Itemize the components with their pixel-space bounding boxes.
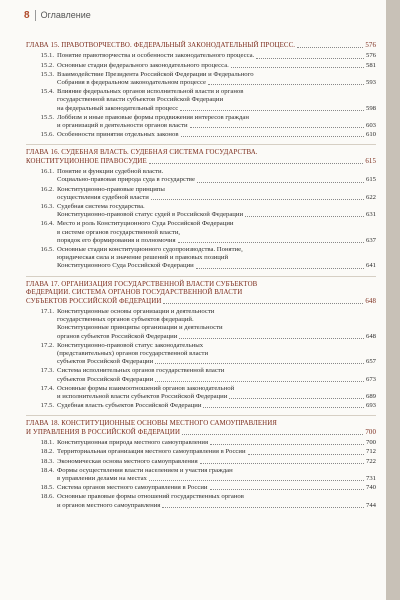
header-divider — [35, 10, 36, 21]
dot-leader — [245, 216, 364, 217]
section-page-number: 637 — [365, 236, 376, 244]
dot-leader — [210, 489, 364, 490]
section-number: 15.1. — [40, 52, 54, 60]
toc-entry[interactable] — [26, 385, 376, 401]
toc-chapter — [26, 415, 376, 512]
toc-chapter — [26, 40, 376, 142]
section-title-line: Особенности принятия отдельных законов — [57, 131, 179, 139]
toc-entry[interactable] — [26, 448, 376, 456]
section-title-line: юридическая сила и значение решений и правовых позиций — [57, 254, 229, 262]
toc-entry[interactable] — [26, 168, 376, 184]
section-title-line: Конституционные принципы организации и деятельности — [57, 324, 223, 332]
section-number: 18.3. — [40, 457, 54, 465]
toc-entry[interactable] — [26, 88, 376, 113]
dot-leader — [178, 242, 364, 243]
section-number: 18.4. — [40, 466, 54, 474]
chapter-page-number: 576 — [365, 42, 376, 49]
toc-entry[interactable] — [26, 203, 376, 219]
dot-leader — [203, 407, 364, 408]
dot-leader — [190, 127, 364, 128]
section-number: 17.5. — [40, 402, 54, 410]
section-title-line: Конституционные основы организации и деятельности — [57, 307, 215, 315]
dot-leader — [210, 444, 364, 445]
section-title-line: субъектов Российской Федерации — [57, 375, 154, 383]
dot-leader — [181, 136, 364, 137]
section-title-line: Основные формы взаимоотношений органов законодательной — [57, 384, 235, 392]
chapter-title-line: ГЛАВА 17. ОРГАНИЗАЦИЯ ГОСУДАРСТВЕННОЙ ВЛАСТИ СУБЪЕКТОВ — [26, 280, 258, 288]
section-number: 15.4. — [40, 88, 54, 96]
section-page-number: 615 — [365, 176, 376, 184]
dot-leader — [155, 381, 364, 382]
section-number: 18.1. — [40, 439, 54, 447]
section-page-number: 744 — [365, 501, 376, 509]
section-title-line: Конституционно-правовые принципы — [57, 185, 165, 193]
section-page-number: 740 — [365, 484, 376, 492]
dot-leader — [155, 363, 364, 364]
chapter-title-line: СУБЪЕКТОВ РОССИЙСКОЙ ФЕДЕРАЦИИ — [26, 297, 162, 305]
dot-leader — [162, 507, 364, 508]
section-title-line: Формы осуществления власти населением и участия граждан — [57, 466, 233, 474]
section-title-line: на федеральный законодательный процесс — [57, 104, 179, 112]
section-title-line: и органов местного самоуправления — [57, 501, 161, 509]
section-page-number: 722 — [365, 457, 376, 465]
dot-leader — [208, 84, 364, 85]
dot-leader — [179, 338, 364, 339]
section-title-line: Основные стадии федерального законодательного процесса. — [57, 61, 229, 69]
toc-entry[interactable] — [26, 114, 376, 130]
dot-leader — [248, 454, 364, 455]
dot-leader — [149, 163, 364, 164]
section-number: 16.2. — [40, 185, 54, 193]
section-page-number: 593 — [365, 79, 376, 87]
section-page-number: 693 — [365, 402, 376, 410]
section-title-line: порядок его формирования и полномочия — [57, 236, 176, 244]
section-title-line: государственной власти субъектов Российской Федерации — [57, 96, 224, 104]
toc-entry[interactable] — [26, 493, 376, 509]
toc-entry[interactable] — [26, 467, 376, 483]
toc-entry[interactable] — [26, 62, 376, 70]
dot-leader — [149, 480, 364, 481]
dot-leader — [151, 199, 364, 200]
toc-entry[interactable] — [26, 186, 376, 202]
section-page-number: 610 — [365, 131, 376, 139]
section-number: 15.5. — [40, 113, 54, 121]
dot-leader — [231, 67, 364, 68]
section-title-line: органов субъектов Российской Федерации — [57, 332, 178, 340]
chapter-page-number: 648 — [365, 297, 376, 305]
section-number: 16.1. — [40, 168, 54, 176]
table-of-contents — [26, 40, 376, 513]
section-title-line: в системе органов государственной власти, — [57, 228, 181, 236]
dot-leader — [163, 303, 363, 304]
section-number: 17.1. — [40, 307, 54, 315]
section-page-number: 689 — [365, 392, 376, 400]
dot-leader — [180, 110, 364, 111]
dot-leader — [182, 434, 363, 435]
section-page-number: 700 — [365, 439, 376, 447]
section-number: 18.5. — [40, 484, 54, 492]
toc-entry[interactable] — [26, 484, 376, 492]
section-title-line: (представительных) органов государственной власти — [57, 349, 209, 357]
section-title-line: и организаций в деятельности органов власти — [57, 122, 188, 130]
section-number: 16.5. — [40, 246, 54, 254]
section-title-line: Основные стадии конституционного судопроизводства. Понятие, — [57, 246, 243, 254]
toc-entry[interactable] — [26, 131, 376, 139]
section-title-line: Территориальная организация местного самоуправления в России — [57, 448, 246, 456]
section-title-line: Конституционно-правовой статус судей в Российской Федерации — [57, 211, 244, 219]
section-page-number: 648 — [365, 332, 376, 340]
dot-leader — [256, 58, 364, 59]
section-page-number: 622 — [365, 193, 376, 201]
toc-entry[interactable] — [26, 458, 376, 466]
toc-entry[interactable] — [26, 220, 376, 245]
section-title-line: Основные правовые формы отношений государственных органов — [57, 493, 244, 501]
toc-chapter — [26, 276, 376, 414]
page-number: 8 — [24, 9, 30, 21]
page-edge-strip — [386, 0, 400, 600]
dot-leader — [200, 463, 364, 464]
section-number: 17.3. — [40, 367, 54, 375]
section-title-line: Судебная система государства. — [57, 203, 145, 211]
section-title-line: Конституционного Суда Российской Федерации — [57, 262, 194, 270]
toc-entry[interactable] — [26, 246, 376, 271]
section-title-line: государственных органов субъектов федераций. — [57, 316, 194, 324]
section-page-number: 581 — [365, 61, 376, 69]
section-title-line: Влияние федеральных органов исполнительной власти и органов — [57, 88, 244, 96]
page-header — [24, 8, 91, 22]
chapter-title-line: ГЛАВА 18. КОНСТИТУЦИОННЫЕ ОСНОВЫ МЕСТНОГО САМОУПРАВЛЕНИЯ — [26, 420, 278, 428]
toc-entry[interactable] — [26, 342, 376, 367]
section-title-line: Конституционная природа местного самоуправления — [57, 439, 209, 447]
toc-entry[interactable] — [26, 52, 376, 60]
section-title-line: Система исполнительных органов государственной власти — [57, 367, 225, 375]
section-title-line: Понятие правотворчества и особенности законодательного процесса. — [57, 52, 255, 60]
chapter-heading[interactable] — [26, 149, 376, 166]
section-page-number: 603 — [365, 122, 376, 130]
section-page-number: 673 — [365, 375, 376, 383]
chapter-heading[interactable] — [26, 42, 376, 50]
section-number: 18.2. — [40, 448, 54, 456]
chapter-heading[interactable] — [26, 420, 376, 437]
running-title: Оглавление — [40, 10, 91, 20]
section-page-number: 731 — [365, 474, 376, 482]
toc-entry[interactable] — [26, 439, 376, 447]
chapter-title-line: И УПРАВЛЕНИЯ В РОССИЙСКОЙ ФЕДЕРАЦИИ — [26, 428, 181, 436]
section-number: 15.2. — [40, 61, 54, 69]
section-page-number: 712 — [365, 448, 376, 456]
chapter-title-line: КОНСТИТУЦИОННОЕ ПРАВОСУДИЕ — [26, 157, 147, 165]
dot-leader — [229, 398, 364, 399]
chapter-title-line: ФЕДЕРАЦИИ. СИСТЕМА ОРГАНОВ ГОСУДАРСТВЕННОЙ ВЛАСТИ — [26, 289, 243, 297]
section-title-line: Понятие и функции судебной власти. — [57, 168, 164, 176]
dot-leader — [196, 268, 364, 269]
section-title-line: в управлении делами на местах — [57, 474, 147, 482]
section-title-line: Взаимодействие Президента Российской Федерации и Федерального — [57, 70, 254, 78]
toc-entry[interactable] — [26, 308, 376, 341]
section-number: 17.4. — [40, 384, 54, 392]
toc-chapter — [26, 144, 376, 273]
section-page-number: 598 — [365, 104, 376, 112]
section-page-number: 657 — [365, 358, 376, 366]
chapter-page-number: 615 — [365, 157, 376, 165]
section-title-line: субъектов Российской Федерации — [57, 358, 154, 366]
section-number: 17.2. — [40, 341, 54, 349]
section-title-line: Экономическая основа местного самоуправления — [57, 457, 198, 465]
chapter-page-number: 700 — [365, 428, 376, 436]
section-number: 15.3. — [40, 70, 54, 78]
section-title-line: осуществления судебной власти — [57, 193, 149, 201]
section-page-number: 641 — [365, 262, 376, 270]
toc-entry[interactable] — [26, 367, 376, 383]
section-page-number: 576 — [365, 52, 376, 60]
section-title-line: и исполнительной власти субъектов Российской Федерации — [57, 392, 228, 400]
dot-leader — [297, 47, 363, 48]
section-title-line: Социально-правовая природа суда в государстве — [57, 176, 195, 184]
dot-leader — [197, 182, 364, 183]
section-number: 16.3. — [40, 203, 54, 211]
chapter-title-line: ГЛАВА 15. ПРАВОТВОРЧЕСТВО. ФЕДЕРАЛЬНЫЙ ЗАКОНОДАТЕЛЬНЫЙ ПРОЦЕСС. — [26, 42, 296, 49]
chapter-title-line: ГЛАВА 16. СУДЕБНАЯ ВЛАСТЬ. СУДЕБНАЯ СИСТЕМА ГОСУДАРСТВА. — [26, 149, 258, 157]
toc-entry[interactable] — [26, 402, 376, 410]
section-title-line: Собрания в федеральном законодательном процессе — [57, 79, 207, 87]
section-page-number: 631 — [365, 211, 376, 219]
section-number: 18.6. — [40, 493, 54, 501]
section-title-line: Судебная власть субъектов Российской Федерации — [57, 402, 202, 410]
section-title-line: Место и роль Конституционного Суда Российской Федерации — [57, 220, 234, 228]
section-title-line: Конституционно-правовой статус законодательных — [57, 341, 204, 349]
chapter-heading[interactable] — [26, 281, 376, 306]
section-number: 16.4. — [40, 220, 54, 228]
section-title-line: Лоббизм и иные правовые формы продвижения интересов граждан — [57, 113, 249, 121]
section-title-line: Система органов местного самоуправления в России — [57, 484, 208, 492]
section-number: 15.6. — [40, 131, 54, 139]
toc-entry[interactable] — [26, 71, 376, 87]
